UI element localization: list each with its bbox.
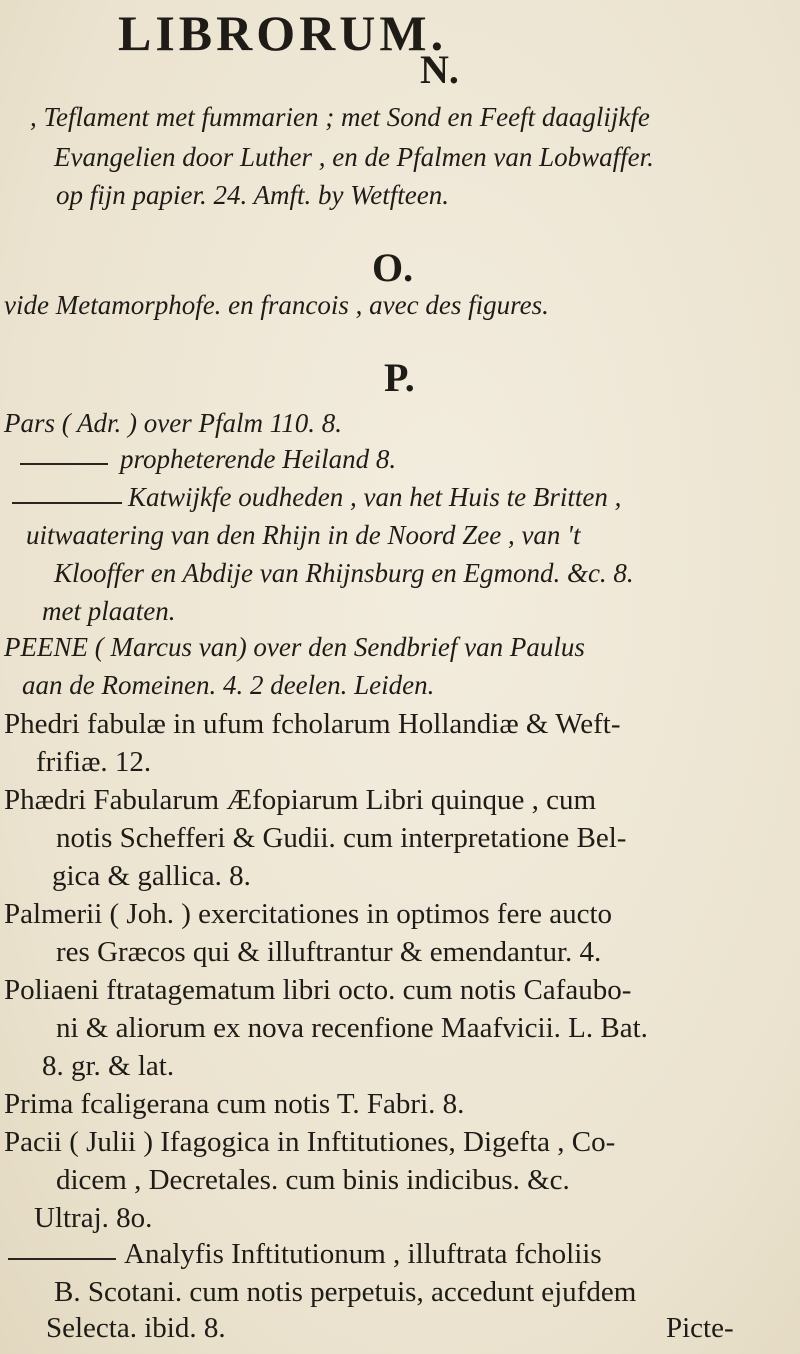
entry-line: op fijn papier. 24. Amft. by Wetfteen.	[56, 180, 449, 210]
page-header: LIBRORUM.	[118, 5, 448, 61]
section-letter-p: P.	[384, 355, 415, 400]
entry-line: Katwijkfe oudheden , van het Huis te Britten ,	[128, 482, 622, 512]
entry-line: Phedri fabulæ in ufum fcholarum Hollandiæ & Weft-	[4, 708, 621, 740]
entry-line: notis Schefferi & Gudii. cum interpretatione Bel-	[56, 822, 627, 854]
entry-line: met plaaten.	[42, 596, 176, 626]
section-letter-n: N.	[420, 47, 459, 92]
entry-line: 8. gr. & lat.	[42, 1050, 175, 1082]
entry-line: Klooffer en Abdije van Rhijnsburg en Egmond. &c. 8.	[54, 558, 634, 588]
entry-line: Pacii ( Julii ) Ifagogica in Inftitutiones, Digefta , Co-	[4, 1126, 616, 1158]
entry-line: Evangelien door Luther , en de Pfalmen van Lobwaffer.	[54, 142, 654, 172]
entry-line: frifiæ. 12.	[36, 746, 152, 778]
catchword: Picte-	[666, 1312, 734, 1344]
ditto-dash	[8, 1258, 116, 1260]
entry-line: ni & aliorum ex nova recenfione Maafvicii. L. Bat.	[56, 1012, 648, 1044]
section-letter-o: O.	[372, 245, 414, 290]
entry-line: propheterende Heiland 8.	[120, 444, 397, 474]
entry-line: B. Scotani. cum notis perpetuis, accedunt ejufdem	[54, 1276, 637, 1308]
ditto-dash	[12, 502, 122, 504]
entry-line: Phædri Fabularum Æfopiarum Libri quinque , cum	[4, 784, 597, 816]
entry-line: PEENE ( Marcus van) over den Sendbrief van Paulus	[4, 632, 585, 662]
entry-line: vide Metamorphofe. en francois , avec des figures.	[4, 290, 549, 320]
entry-line: , Teflament met fummarien ; met Sond en Feeft daaglijkfe	[30, 102, 650, 132]
entry-line: aan de Romeinen. 4. 2 deelen. Leiden.	[22, 670, 435, 700]
entry-line: Selecta. ibid. 8.	[46, 1312, 226, 1344]
entry-line: Palmerii ( Joh. ) exercitationes in optimos fere aucto	[4, 898, 613, 930]
entry-line: Analyfis Inftitutionum , illuftrata fcholiis	[124, 1238, 602, 1270]
entry-line: dicem , Decretales. cum binis indicibus. &c.	[56, 1164, 570, 1196]
entry-line: uitwaatering van den Rhijn in de Noord Zee , van 't	[26, 520, 581, 550]
entry-line: Poliaeni ftratagematum libri octo. cum notis Cafaubo-	[4, 974, 632, 1006]
ditto-dash	[20, 463, 108, 465]
entry-line: res Græcos qui & illuftrantur & emendantur. 4.	[56, 936, 602, 968]
entry-line: Prima fcaligerana cum notis T. Fabri. 8.	[4, 1088, 465, 1120]
entry-line: Pars ( Adr. ) over Pfalm 110. 8.	[4, 408, 342, 438]
entry-line: gica & gallica. 8.	[52, 860, 251, 892]
entry-line: Ultraj. 8o.	[34, 1202, 153, 1234]
